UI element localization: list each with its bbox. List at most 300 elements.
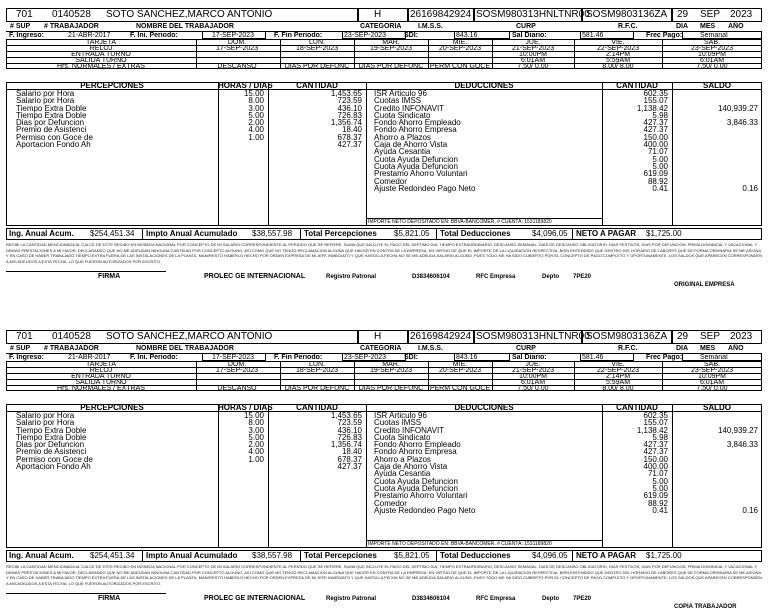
label-curp: CURP: [516, 23, 536, 30]
curp-value: SOSM980313HNLTNR00: [476, 9, 590, 20]
attendance-date: 20-SEP-2023: [438, 367, 482, 374]
deduccion-saldo: [672, 492, 758, 499]
deduccion-concepto: Ajuste Redondeo Pago Neto: [374, 183, 476, 193]
deduccion-cantidad: 400.00: [643, 140, 668, 150]
deduccion-saldo: [672, 126, 758, 133]
percepcion-cantidad: 18.40: [341, 447, 362, 457]
deduccion-concepto: Cuota Ayuda Defuncion: [374, 161, 458, 171]
deduccion-saldo: [672, 90, 758, 97]
deduccion-concepto: Cuota Ayuda Defuncion: [374, 483, 458, 493]
label-category: CATEGORIA: [360, 23, 402, 30]
pay-month: SEP: [700, 331, 721, 342]
attendance-entrada: 10:09PM: [697, 373, 727, 380]
attendance-date: 22-SEP-2023: [596, 367, 640, 374]
total-ded-value: $4,096.05: [532, 229, 568, 238]
depto-value: 7PE20: [573, 274, 592, 280]
frec-pago-value: Semanal: [700, 354, 728, 361]
col-header-deducciones: DEDUCCIONES: [454, 403, 514, 412]
label-worker: # TRABAJADOR: [44, 345, 99, 352]
attendance-hours: 7.50/ 0.00: [696, 63, 728, 70]
deduccion-concepto: Fondo Ahorro Empresa: [374, 447, 457, 457]
attendance-row-label: ENTRADA TURNO: [71, 51, 131, 58]
deduccion-concepto: Ajuste Redondeo Pago Neto: [374, 505, 476, 515]
percepcion-horas: [218, 141, 264, 148]
sal-diario-value: 581.46: [582, 354, 604, 361]
deduccion-cantidad: 155.07: [643, 418, 668, 428]
percepcion-concepto: Salario por Hora: [16, 411, 75, 420]
deduccion-concepto: Prestamo Ahorro Voluntari: [374, 491, 468, 501]
registro-value: D3834606104: [412, 596, 450, 602]
deduccion-saldo: 0.16: [742, 183, 758, 193]
horas-list: [218, 90, 264, 148]
label-f-ini: F. Ini. Periodo:: [130, 354, 178, 361]
attendance-day-name: SAB.: [704, 39, 720, 46]
attendance-date: 22-SEP-2023: [596, 45, 640, 52]
percepcion-cantidad: 436.10: [337, 425, 362, 435]
company-name: PROLEC GE INTERNACIONAL: [204, 595, 306, 602]
deduccion-cantidad: 1,138.42: [636, 425, 668, 435]
col-header-cantidad-ded: CANTIDAD: [616, 403, 658, 412]
deduccion-concepto: ISR Articulo 96: [374, 89, 427, 98]
percepcion-cantidad: 427.37: [337, 462, 362, 472]
attendance-hours: 7.50/ 0.00: [517, 63, 549, 70]
deduccion-cantidad: 71.07: [647, 469, 668, 479]
attendance-row-label: Hrs. NORMALES / EXTRAS: [57, 63, 145, 70]
attendance-date: 21-SEP-2023: [511, 45, 555, 52]
attendance-hours: DESCANSO: [217, 385, 257, 392]
registro-label: Registro Patronal: [326, 596, 377, 602]
deduccion-concepto: Cuota Sindicato: [374, 432, 431, 442]
rfc-empresa-label: RFC Empresa: [476, 596, 516, 602]
pay-day: 29: [677, 331, 689, 342]
deduccion-saldo: 140,939.27: [717, 103, 758, 113]
imss-value: 26169842924: [410, 331, 472, 342]
deduccion-cantidad: 5.98: [652, 110, 668, 120]
percepcion-cantidad: 436.10: [337, 103, 362, 113]
firma-label: FIRMA: [98, 273, 121, 280]
ing-anual-label: Ing. Anual Acum.: [9, 551, 74, 560]
percepcion-concepto: Salario por Hora: [16, 96, 75, 106]
cantidad-list: [268, 90, 362, 148]
percepcion-cantidad: 726.83: [337, 110, 362, 120]
percepcion-cantidad: 726.83: [337, 432, 362, 442]
attendance-entrada: 10:00PM: [518, 373, 548, 380]
neto-label: NETO A PAGAR: [576, 551, 637, 560]
label-f-fin: F. Fin Periodo:: [274, 354, 323, 361]
col-header-horas: HORAS / DIAS: [218, 403, 273, 412]
label-sal-diario: Sal Diario:: [512, 32, 547, 39]
label-worker: # TRABAJADOR: [44, 23, 99, 30]
attendance-day-name: VIE.: [611, 361, 625, 368]
attendance-hours: 8.00/ 8.00: [602, 385, 634, 392]
deduccion-saldo: 3,846.33: [726, 118, 758, 128]
deduccion-saldo: [672, 156, 758, 163]
deduccion-cantidad: 150.00: [643, 132, 668, 142]
neto-value: $1,725.00: [646, 229, 682, 238]
label-f-fin: F. Fin Periodo:: [274, 32, 323, 39]
attendance-row-label: RELOJ: [89, 45, 113, 52]
header-category-box: [358, 330, 408, 344]
deduccion-cantidad: 427.37: [643, 447, 668, 457]
deduccion-saldo: 0.16: [742, 505, 758, 515]
label-name: NOMBRE DEL TRABAJADOR: [136, 345, 234, 352]
pay-day: 29: [677, 9, 689, 20]
deducciones-list: [374, 90, 475, 192]
deposit-note: IMPORTE NETO DEPOSITADO EN: BBVA-BANCOMER, # CUENTA: 1531189820: [368, 541, 552, 547]
attendance-day-name: MIE.: [452, 361, 468, 368]
percepcion-horas: 2.00: [248, 440, 264, 450]
registro-value: D3834606104: [412, 274, 450, 280]
deduccion-saldo: [672, 412, 758, 419]
percepcion-cantidad: 427.37: [337, 140, 362, 150]
attendance-salida: 6:01AM: [699, 57, 725, 64]
deduccion-concepto: ISR Articulo 96: [374, 411, 427, 420]
deduccion-saldo: [672, 448, 758, 455]
attendance-day-name: LUN.: [309, 361, 325, 368]
legal-disclaimer: RECIBI LA CANTIDAD MENCIONADA AL CALCE DE ESTE RECIBO EN MONEDA NACIONAL POR CONCEPTO DE MI SALARIO CORRESPONDIENTE AL PERIODO QUE SE REFIERE, SUMA QUE INCLUYE EL PAGO DEL SEPTIMO DIA, TIEMPO EXTRAORDINARIO, DESCANSO SEMANAL, DIAS DE DESCANSO OBLIGATORIO, DIAS FESTIVOS, DIAS POR DEFUNCION, PRIMA DOMINICAL Y VACACIONAL Y DEMAS PRESTACIONES A MI FAVOR, DECLARANDO QUE NO ME ADEUDAN NINGUNA CANTIDAD POR CONCEPTO ALGUNO, ASI COMO QUE NO TENGO RECLAMACION ALGUNA QUE HACER EN CONTRA DE LA EMPRESA, EN VIRTUD DE QUE EL IMPORTE DE LA LIQUIDACION RESPECTIVA, BIEN ENTENDIDO QUE DENTRO DEL HORARIO DE LABORES QUE DE FORMA ORDINARIA SE ME ASIGNA Y EN CASO DE HABER TRABAJADO TIEMPO EXTRA FUERA DE LAS INSTALACIONES DE LA PLANTA, MANIFIESTO HABERLO HECHO POR ORDEN EXPRESA DE MI JEFE INMEDIATO Y QUE HASTA LA FECHA NO SE ME ADEUDA SALARIO ALGUNO, PUES TODO ME HA SIDO CUBIERTO POR EL CONCEPTO DE PAGO COMPLETO Y OPORTUNAMENTE, LOS SALDOS QUE APARECEN CORRESPONDEN A MIS ADEUDOS A ESTA FECHA, LO QUE FUERON AUTORIZADOS POR ESCRITO.: [6, 564, 762, 586]
attendance-hours: 7.50/ 0.00: [517, 385, 549, 392]
f-fin-value: 23-SEP-2023: [344, 354, 387, 361]
attendance-row-label: TARJETA: [85, 361, 117, 368]
deduccion-concepto: Fondo Ahorro Empleado: [374, 118, 461, 128]
col-header-cantidad: CANTIDAD: [296, 81, 338, 90]
deduccion-cantidad: 88.92: [647, 498, 668, 508]
deduccion-cantidad: 427.37: [643, 440, 668, 450]
pay-year: 2023: [730, 331, 753, 342]
percepcion-concepto: Premio de Asistenci: [16, 447, 87, 457]
deduccion-concepto: Cuota Sindicato: [374, 110, 431, 120]
impto-value: $38,557.98: [252, 229, 293, 238]
deduccion-concepto: Comedor: [374, 498, 407, 508]
label-sup: # SUP: [10, 345, 31, 352]
label-year: AÑO: [728, 23, 744, 30]
deduccion-cantidad: 427.37: [643, 125, 668, 135]
rfc-value: SOSM9803136ZA: [586, 9, 668, 20]
percepcion-horas: 15.00: [243, 411, 264, 420]
category-value: H: [374, 9, 382, 20]
deduccion-concepto: Prestamo Ahorro Voluntari: [374, 169, 468, 179]
percepcion-horas: 15.00: [243, 89, 264, 98]
label-day: DIA: [676, 345, 689, 352]
ing-anual-value: $254,451.34: [90, 229, 135, 238]
label-name: NOMBRE DEL TRABAJADOR: [136, 23, 234, 30]
attendance-row-label: Hrs. NORMALES / EXTRAS: [57, 385, 145, 392]
percepcion-concepto: Salario por Hora: [16, 89, 75, 98]
cantidad-ded-list: [602, 90, 668, 192]
attendance-hours: PERM CON GOCE: [429, 63, 491, 70]
percepcion-concepto: Aportacion Fondo Ah: [16, 462, 91, 472]
attendance-date: 17-SEP-2023: [215, 367, 259, 374]
total-ded-label: Total Deducciones: [440, 229, 511, 238]
f-ingreso-value: 21-ABR-2017: [68, 354, 111, 361]
percepcion-concepto: Dias por Defuncion: [16, 440, 85, 450]
neto-value: $1,725.00: [646, 551, 682, 560]
attendance-row-label: ENTRADA TURNO: [71, 373, 131, 380]
col-header-percepciones: PERCEPCIONES: [80, 81, 144, 90]
percepcion-concepto: Tiempo Extra Doble: [16, 110, 87, 120]
percepcion-horas: 1.00: [248, 454, 264, 464]
attendance-hours: DIAS POR DEFUNC: [284, 63, 350, 70]
deduccion-concepto: Comedor: [374, 176, 407, 186]
col-header-horas: HORAS / DIAS: [218, 81, 273, 90]
label-sal-diario: Sal Diario:: [512, 354, 547, 361]
total-ded-value: $4,096.05: [532, 551, 568, 560]
impto-value: $38,557.98: [252, 551, 293, 560]
attendance-hours: 7.50/ 0.00: [696, 385, 728, 392]
col-header-deducciones: DEDUCCIONES: [454, 81, 514, 90]
registro-label: Registro Patronal: [326, 274, 377, 280]
attendance-salida: 6:01AM: [520, 57, 546, 64]
attendance-row-label: RELOJ: [89, 367, 113, 374]
deduccion-concepto: Fondo Ahorro Empleado: [374, 440, 461, 450]
attendance-salida: 5:59AM: [605, 379, 631, 386]
percepcion-concepto: Permiso con Goce de: [16, 454, 93, 464]
deduccion-concepto: Caja de Ahorro Vista: [374, 140, 448, 150]
label-day: DIA: [676, 23, 689, 30]
category-value: H: [374, 331, 382, 342]
percepcion-concepto: Permiso con Goce de: [16, 132, 93, 142]
horas-list: [218, 412, 264, 470]
pay-month: SEP: [700, 9, 721, 20]
employee-name: SOTO SANCHEZ,MARCO ANTONIO: [106, 331, 273, 342]
percepcion-concepto: Premio de Asistenci: [16, 125, 87, 135]
deduccion-saldo: 140,939.27: [717, 425, 758, 435]
deduccion-concepto: Credito INFONAVIT: [374, 425, 445, 435]
percepcion-concepto: Dias por Defuncion: [16, 118, 85, 128]
deduccion-saldo: [672, 456, 758, 463]
firma-label: FIRMA: [98, 595, 121, 602]
label-sdi: SDI:: [404, 32, 418, 39]
deduccion-concepto: Cuota Ayuda Defuncion: [374, 154, 458, 164]
deduccion-cantidad: 619.09: [643, 491, 668, 501]
attendance-entrada: 2:14PM: [605, 373, 631, 380]
deduccion-saldo: [672, 470, 758, 477]
sup-number: 701: [16, 9, 33, 20]
pay-year: 2023: [730, 9, 753, 20]
percepcion-horas: 4.00: [248, 447, 264, 457]
deduccion-cantidad: 88.92: [647, 176, 668, 186]
label-year: AÑO: [728, 345, 744, 352]
imss-value: 26169842924: [410, 9, 472, 20]
deduccion-saldo: [672, 163, 758, 170]
percepcion-cantidad: 1,356.74: [330, 118, 362, 128]
percepcion-horas: 3.00: [248, 103, 264, 113]
attendance-date: 19-SEP-2023: [369, 367, 413, 374]
cantidad-list: [268, 412, 362, 470]
label-month: MES: [700, 23, 716, 30]
percepcion-horas: 5.00: [248, 110, 264, 120]
deduccion-saldo: [672, 141, 758, 148]
deduccion-cantidad: 602.35: [643, 89, 668, 98]
percepcion-cantidad: 723.59: [337, 96, 362, 106]
attendance-day-name: MAR.: [382, 39, 400, 46]
legal-disclaimer: RECIBI LA CANTIDAD MENCIONADA AL CALCE DE ESTE RECIBO EN MONEDA NACIONAL POR CONCEPTO DE MI SALARIO CORRESPONDIENTE AL PERIODO QUE SE REFIERE, SUMA QUE INCLUYE EL PAGO DEL SEPTIMO DIA, TIEMPO EXTRAORDINARIO, DESCANSO SEMANAL, DIAS DE DESCANSO OBLIGATORIO, DIAS FESTIVOS, DIAS POR DEFUNCION, PRIMA DOMINICAL Y VACACIONAL Y DEMAS PRESTACIONES A MI FAVOR, DECLARANDO QUE NO ME ADEUDAN NINGUNA CANTIDAD POR CONCEPTO ALGUNO, ASI COMO QUE NO TENGO RECLAMACION ALGUNA QUE HACER EN CONTRA DE LA EMPRESA, EN VIRTUD DE QUE EL IMPORTE DE LA LIQUIDACION RESPECTIVA, BIEN ENTENDIDO QUE DENTRO DEL HORARIO DE LABORES QUE DE FORMA ORDINARIA SE ME ASIGNA Y EN CASO DE HABER TRABAJADO TIEMPO EXTRA FUERA DE LAS INSTALACIONES DE LA PLANTA, MANIFIESTO HABERLO HECHO POR ORDEN EXPRESA DE MI JEFE INMEDIATO Y QUE HASTA LA FECHA NO SE ME ADEUDA SALARIO ALGUNO, PUES TODO ME HA SIDO CUBIERTO POR EL CONCEPTO DE PAGO COMPLETO Y OPORTUNAMENTE, LOS SALDOS QUE APARECEN CORRESPONDEN A MIS ADEUDOS A ESTA FECHA, LO QUE FUERON AUTORIZADOS POR ESCRITO.: [6, 242, 762, 264]
deduccion-saldo: [672, 148, 758, 155]
deduccion-concepto: Cuotas IMSS: [374, 418, 422, 428]
percepcion-concepto: Tiempo Extra Doble: [16, 432, 87, 442]
saldo-list: [672, 412, 758, 514]
sdi-value: 843.16: [456, 354, 478, 361]
attendance-date: 20-SEP-2023: [438, 45, 482, 52]
deduccion-saldo: [672, 170, 758, 177]
attendance-entrada: 10:00PM: [518, 51, 548, 58]
f-ingreso-value: 21-ABR-2017: [68, 32, 111, 39]
depto-label: Depto: [542, 274, 559, 280]
employee-name: SOTO SANCHEZ,MARCO ANTONIO: [106, 9, 273, 20]
sup-number: 701: [16, 331, 33, 342]
label-frec-pago: Frec Pago:: [646, 32, 683, 39]
deduccion-cantidad: 5.98: [652, 432, 668, 442]
attendance-hours: DESCANSO: [217, 63, 257, 70]
attendance-date: 19-SEP-2023: [369, 45, 413, 52]
curp-value: SOSM980313HNLTNR00: [476, 331, 590, 342]
col-header-percepciones: PERCEPCIONES: [80, 403, 144, 412]
label-rfc: R.F.C.: [618, 345, 638, 352]
total-perc-value: $5,821.05: [394, 229, 430, 238]
attendance-row-label: SALIDA TURNO: [75, 57, 127, 64]
attendance-hours: DIAS POR DEFUNC: [284, 385, 350, 392]
payroll-slip: [6, 330, 762, 610]
percepcion-horas: 2.00: [248, 118, 264, 128]
f-fin-value: 23-SEP-2023: [344, 32, 387, 39]
percepcion-cantidad: 678.37: [337, 132, 362, 142]
total-ded-label: Total Deducciones: [440, 551, 511, 560]
total-perc-value: $5,821.05: [394, 551, 430, 560]
deduccion-cantidad: 150.00: [643, 454, 668, 464]
deduccion-cantidad: 602.35: [643, 411, 668, 420]
deduccion-cantidad: 0.41: [652, 183, 668, 193]
label-rfc: R.F.C.: [618, 23, 638, 30]
rfc-value: SOSM9803136ZA: [586, 331, 668, 342]
attendance-date: 18-SEP-2023: [295, 367, 339, 374]
deposit-note: IMPORTE NETO DEPOSITADO EN: BBVA-BANCOMER, # CUENTA: 1531189820: [368, 219, 552, 225]
percepcion-horas: 1.00: [248, 132, 264, 142]
attendance-day-name: SAB.: [704, 361, 720, 368]
percepcion-horas: 8.00: [248, 418, 264, 428]
deduccion-cantidad: 1,138.42: [636, 103, 668, 113]
attendance-salida: 6:01AM: [520, 379, 546, 386]
attendance-hours: DIAS POR DEFUNC: [358, 63, 424, 70]
attendance-day-name: DOM.: [227, 39, 247, 46]
attendance-day-name: DOM.: [227, 361, 247, 368]
label-curp: CURP: [516, 345, 536, 352]
deduccion-concepto: Ayuda Cesantia: [374, 469, 431, 479]
percepcion-concepto: Tiempo Extra Doble: [16, 103, 87, 113]
deduccion-concepto: Credito INFONAVIT: [374, 103, 445, 113]
attendance-day-name: JUE.: [525, 39, 541, 46]
attendance-entrada: 2:14PM: [605, 51, 631, 58]
ing-anual-value: $254,451.34: [90, 551, 135, 560]
percepcion-horas: 8.00: [248, 96, 264, 106]
percepcion-cantidad: 1,453.65: [330, 411, 362, 420]
percepcion-horas: 3.00: [248, 425, 264, 435]
cantidad-ded-list: [602, 412, 668, 514]
depto-label: Depto: [542, 596, 559, 602]
attendance-day-name: MIE.: [452, 39, 468, 46]
label-f-ingreso: F. Ingreso:: [9, 354, 45, 361]
attendance-date: 18-SEP-2023: [295, 45, 339, 52]
attendance-date: 17-SEP-2023: [215, 45, 259, 52]
label-frec-pago: Frec Pago:: [646, 354, 683, 361]
percepcion-cantidad: 678.37: [337, 454, 362, 464]
frec-pago-value: Semanal: [700, 32, 728, 39]
f-ini-value: 17-SEP-2023: [212, 32, 255, 39]
neto-label: NETO A PAGAR: [576, 229, 637, 238]
percepciones-list: [16, 412, 93, 470]
label-sdi: SDI:: [404, 354, 418, 361]
attendance-date: 23-SEP-2023: [690, 45, 734, 52]
deduccion-cantidad: 619.09: [643, 169, 668, 179]
percepcion-concepto: Salario por Hora: [16, 418, 75, 428]
label-f-ini: F. Ini. Periodo:: [130, 32, 178, 39]
percepcion-horas: 5.00: [248, 432, 264, 442]
deduccion-cantidad: 0.41: [652, 505, 668, 515]
attendance-day-name: JUE.: [525, 361, 541, 368]
deduccion-concepto: Ayuda Cesantia: [374, 147, 431, 157]
deduccion-cantidad: 5.00: [652, 161, 668, 171]
attendance-entrada: 10:09PM: [697, 51, 727, 58]
percepcion-horas: [218, 463, 264, 470]
percepciones-list: [16, 90, 93, 148]
col-header-cantidad-ded: CANTIDAD: [616, 81, 658, 90]
deducciones-list: [374, 412, 475, 514]
deduccion-cantidad: 427.37: [643, 118, 668, 128]
employee-number: 0140528: [52, 331, 91, 342]
attendance-day-name: MAR.: [382, 361, 400, 368]
deduccion-concepto: Ahorro a Plazos: [374, 454, 431, 464]
impto-label: Impto Anual Acumulado: [146, 551, 238, 560]
percepcion-cantidad: 1,356.74: [330, 440, 362, 450]
col-header-cantidad: CANTIDAD: [296, 403, 338, 412]
employee-number: 0140528: [52, 9, 91, 20]
col-header-saldo: SALDO: [703, 81, 731, 90]
header-category-box: [358, 8, 408, 22]
attendance-salida: 6:01AM: [699, 379, 725, 386]
sal-diario-value: 581.46: [582, 32, 604, 39]
label-imss: I.M.S.S.: [418, 23, 443, 30]
depto-value: 7PE20: [573, 596, 592, 602]
percepcion-cantidad: 18.40: [341, 125, 362, 135]
impto-label: Impto Anual Acumulado: [146, 229, 238, 238]
attendance-hours: 8.00/ 8.00: [602, 63, 634, 70]
attendance-row-label: TARJETA: [85, 39, 117, 46]
deduccion-cantidad: 400.00: [643, 462, 668, 472]
deduccion-saldo: [672, 463, 758, 470]
deduccion-saldo: [672, 485, 758, 492]
deduccion-concepto: Cuotas IMSS: [374, 96, 422, 106]
ing-anual-label: Ing. Anual Acum.: [9, 229, 74, 238]
attendance-salida: 5:59AM: [605, 57, 631, 64]
percepcion-concepto: Aportacion Fondo Ah: [16, 140, 91, 150]
label-sup: # SUP: [10, 23, 31, 30]
payroll-slip: [6, 8, 762, 288]
deduccion-saldo: 3,846.33: [726, 440, 758, 450]
attendance-date: 21-SEP-2023: [511, 367, 555, 374]
total-perc-label: Total Percepciones: [304, 229, 377, 238]
label-imss: I.M.S.S.: [418, 345, 443, 352]
label-category: CATEGORIA: [360, 345, 402, 352]
company-name: PROLEC GE INTERNACIONAL: [204, 273, 306, 280]
attendance-date: 23-SEP-2023: [690, 367, 734, 374]
total-perc-label: Total Percepciones: [304, 551, 377, 560]
deduccion-concepto: Fondo Ahorro Empresa: [374, 125, 457, 135]
f-ini-value: 17-SEP-2023: [212, 354, 255, 361]
attendance-row-label: SALIDA TURNO: [75, 379, 127, 386]
rfc-empresa-label: RFC Empresa: [476, 274, 516, 280]
percepcion-cantidad: 1,453.65: [330, 89, 362, 98]
saldo-list: [672, 90, 758, 192]
deduccion-cantidad: 5.00: [652, 476, 668, 486]
